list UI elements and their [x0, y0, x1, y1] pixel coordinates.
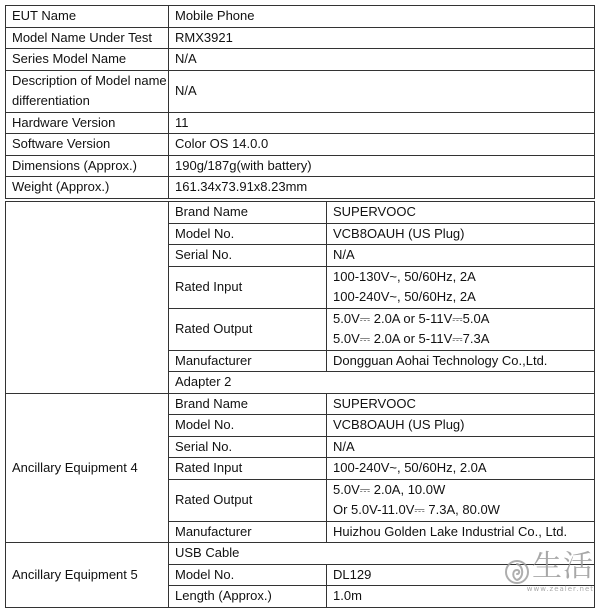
row-value: 161.34x73.91x8.23mm	[169, 177, 595, 199]
table-row	[6, 393, 595, 415]
row-label: EUT Name	[6, 6, 169, 28]
ancillary-group-cell	[6, 202, 169, 394]
rated-output-line: 5.0V⎓ 2.0A or 5-11V⎓7.3A	[333, 331, 490, 346]
rated-input-line: 100-130V~, 50/60Hz, 2A	[333, 268, 476, 284]
swirl-logo-icon	[504, 559, 530, 585]
row-label: Hardware Version	[6, 112, 169, 134]
row-value: 100-240V~, 50/60Hz, 2.0A	[327, 458, 595, 480]
row-value: N/A	[169, 70, 595, 112]
row-value: VCB8OAUH (US Plug)	[327, 223, 595, 245]
rated-output-line: 5.0V⎓ 2.0A, 10.0W	[333, 481, 446, 497]
row-value: RMX3921	[169, 27, 595, 49]
row-value: N/A	[327, 245, 595, 267]
row-label: Model No.	[169, 223, 327, 245]
section-title: USB Cable	[169, 543, 595, 565]
rated-output-line: 5.0V⎓ 2.0A or 5-11V⎓5.0A	[333, 310, 490, 326]
row-value: DL129	[327, 564, 595, 586]
row-value: N/A	[169, 49, 595, 71]
table-row	[6, 202, 595, 224]
row-label: Rated Output	[169, 308, 327, 350]
row-label: Serial No.	[169, 436, 327, 458]
rated-input-line: 100-240V~, 50/60Hz, 2A	[333, 289, 476, 304]
row-value: 1.0m	[327, 586, 595, 608]
row-value: Mobile Phone	[169, 6, 595, 28]
row-label: Model No.	[169, 415, 327, 437]
row-label: Series Model Name	[6, 49, 169, 71]
row-label: Description of Model name differentiation	[6, 70, 169, 112]
row-label: Dimensions (Approx.)	[6, 155, 169, 177]
row-label: Manufacturer	[169, 350, 327, 372]
row-label: Length (Approx.)	[169, 586, 327, 608]
row-label: Brand Name	[169, 393, 327, 415]
row-label: Weight (Approx.)	[6, 177, 169, 199]
row-value: Color OS 14.0.0	[169, 134, 595, 156]
table-row	[6, 177, 595, 199]
row-label: Model Name Under Test	[6, 27, 169, 49]
table-row	[6, 27, 595, 49]
watermark-mark: 生活	[532, 548, 594, 584]
row-value: SUPERVOOC	[327, 393, 595, 415]
watermark-url: www.zealer.net	[526, 585, 594, 593]
row-value: 190g/187g(with battery)	[169, 155, 595, 177]
row-value: Dongguan Aohai Technology Co.,Ltd.	[327, 350, 595, 372]
row-label: Model No.	[169, 564, 327, 586]
row-value	[327, 266, 595, 308]
row-value: VCB8OAUH (US Plug)	[327, 415, 595, 437]
row-label: Brand Name	[169, 202, 327, 224]
row-value: SUPERVOOC	[327, 202, 595, 224]
ancillary-group-label: Ancillary Equipment 4	[6, 393, 169, 543]
row-label: Rated Input	[169, 458, 327, 480]
row-label: Manufacturer	[169, 521, 327, 543]
row-value: 11	[169, 112, 595, 134]
row-value: N/A	[327, 436, 595, 458]
row-value	[327, 479, 595, 521]
table-row	[6, 155, 595, 177]
eut-info-table	[5, 5, 595, 199]
site-watermark	[504, 548, 594, 594]
row-label: Rated Output	[169, 479, 327, 521]
table-row	[6, 49, 595, 71]
rated-output-line: Or 5.0V-11.0V⎓ 7.3A, 80.0W	[333, 502, 500, 517]
row-label: Software Version	[6, 134, 169, 156]
section-title: Adapter 2	[169, 372, 595, 394]
ancillary-equipment-table	[5, 201, 595, 608]
row-value: Huizhou Golden Lake Industrial Co., Ltd.	[327, 521, 595, 543]
ancillary-group-label: Ancillary Equipment 5	[6, 543, 169, 608]
table-row	[6, 70, 595, 112]
row-value	[327, 308, 595, 350]
table-row	[6, 6, 595, 28]
row-label: Serial No.	[169, 245, 327, 267]
row-label: Rated Input	[169, 266, 327, 308]
table-row	[6, 134, 595, 156]
table-row	[6, 112, 595, 134]
